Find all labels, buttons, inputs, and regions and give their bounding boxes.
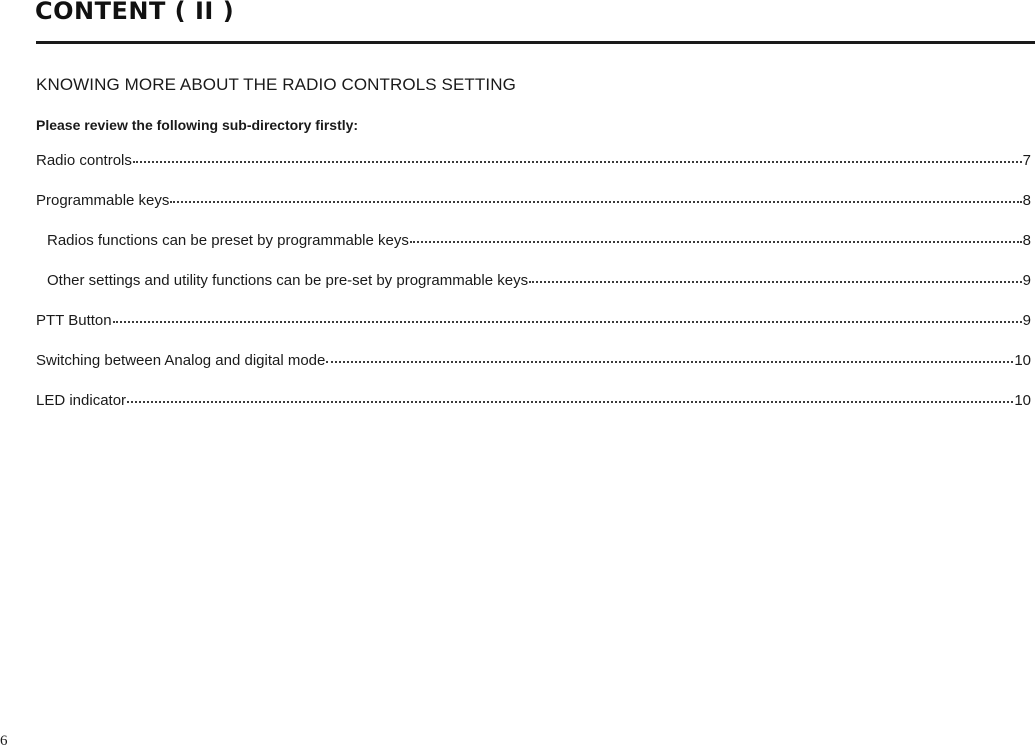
toc-entry-page: 9: [1022, 312, 1031, 329]
toc-entry-label: Switching between Analog and digital mode: [36, 352, 326, 369]
toc-entry-label: Other settings and utility functions can be pre-set by programmable keys: [47, 272, 529, 289]
table-of-contents: [36, 152, 1031, 432]
toc-entry-label: Programmable keys: [36, 192, 170, 209]
page-number: 6: [0, 733, 8, 749]
toc-dot-leader: [529, 280, 1022, 283]
toc-entry[interactable]: [36, 152, 1031, 192]
toc-entry-page: 8: [1022, 232, 1031, 249]
toc-entry-label: LED indicator: [36, 392, 127, 409]
toc-dot-leader: [170, 200, 1021, 203]
toc-entry-page: 8: [1022, 192, 1031, 209]
toc-dot-leader: [133, 160, 1022, 163]
toc-entry-page: 9: [1022, 272, 1031, 289]
toc-entry-label: Radios functions can be preset by programmable keys: [47, 232, 409, 249]
page-title: CONTENT ( II ): [35, 0, 235, 25]
toc-entry-page: 10: [1014, 352, 1031, 369]
toc-entry[interactable]: [36, 312, 1031, 352]
toc-entry[interactable]: [36, 352, 1031, 392]
section-heading: KNOWING MORE ABOUT THE RADIO CONTROLS SETTING: [36, 75, 516, 94]
toc-subentry[interactable]: [36, 272, 1031, 312]
toc-entry-page: 7: [1022, 152, 1031, 169]
toc-dot-leader: [127, 400, 1013, 403]
intro-text: Please review the following sub-directory firstly:: [36, 117, 359, 133]
toc-entry-label: PTT Button: [36, 312, 112, 329]
toc-dot-leader: [410, 240, 1022, 243]
toc-entry-label: Radio controls: [36, 152, 132, 169]
toc-entry[interactable]: [36, 392, 1031, 432]
toc-subentry[interactable]: [36, 232, 1031, 272]
toc-entry-page: 10: [1014, 392, 1031, 409]
toc-dot-leader: [113, 320, 1022, 323]
toc-entry[interactable]: [36, 192, 1031, 232]
toc-dot-leader: [326, 360, 1013, 363]
title-divider: [36, 41, 1035, 44]
